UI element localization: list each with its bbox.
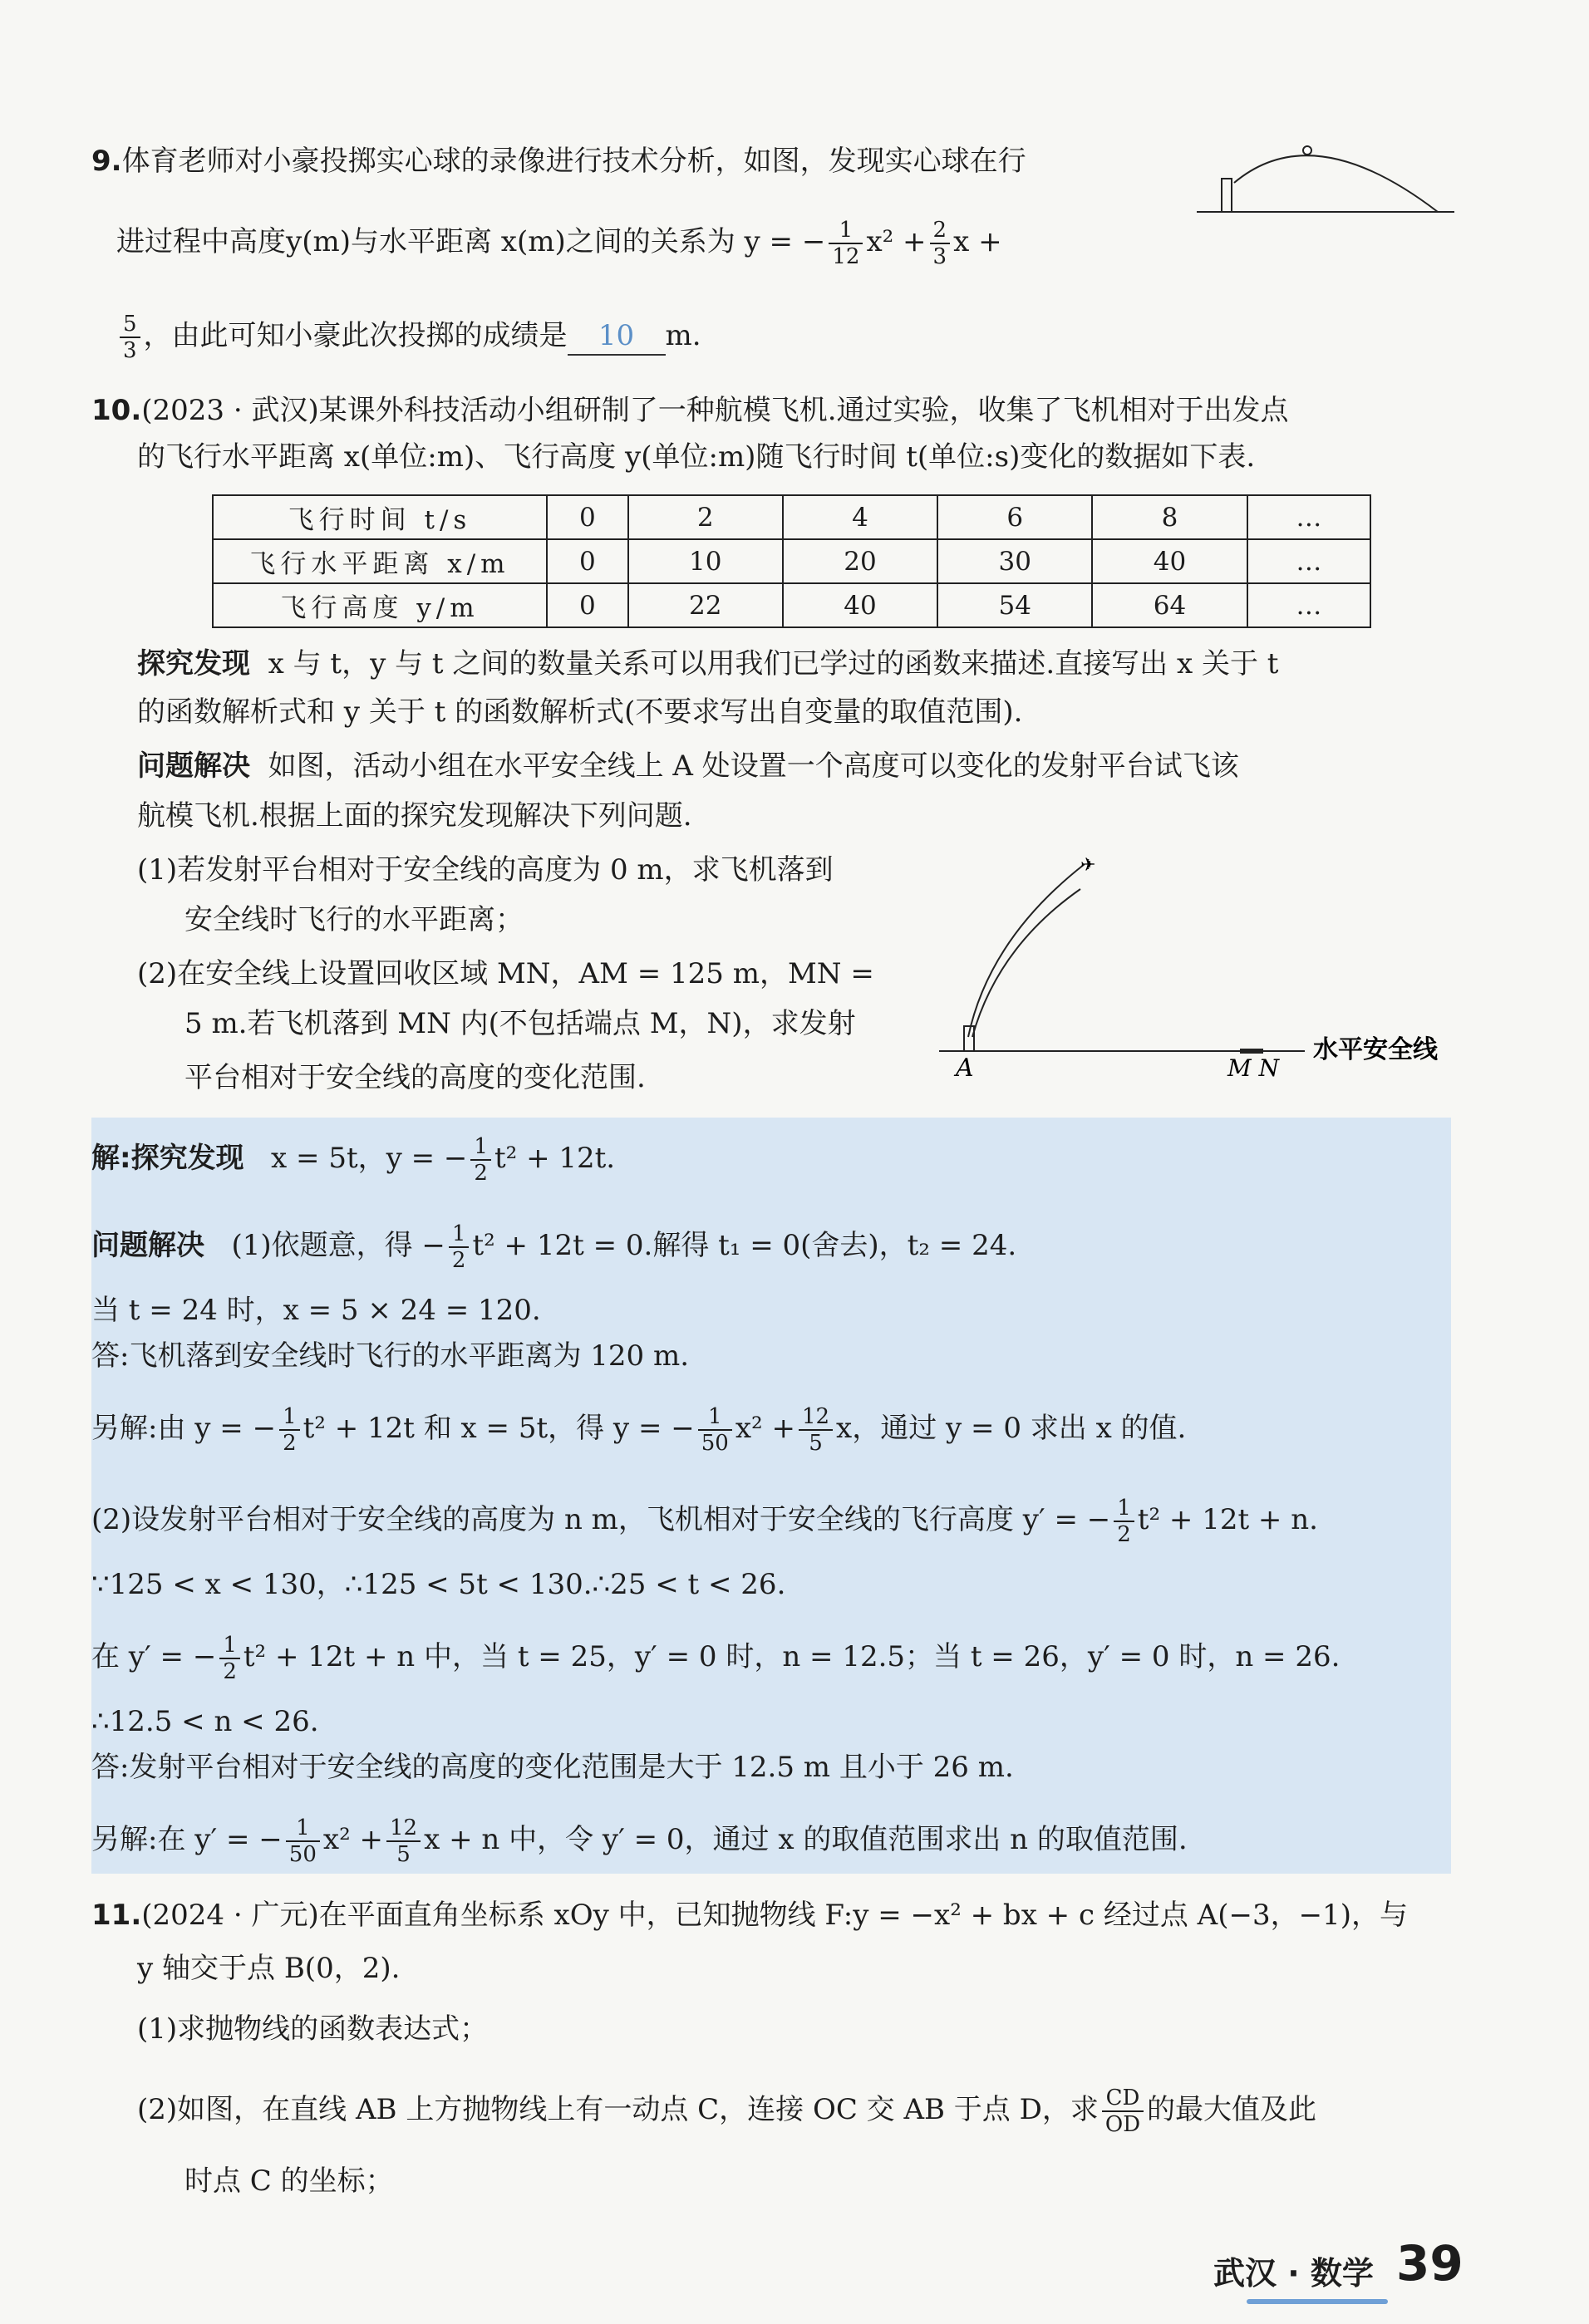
q9-line2: 进过程中高度y(m)与水平距离 x(m)之间的关系为 y = − $\frac{1}{12}$ x² + $\frac{2}{3}$ x + [116, 218, 1002, 269]
table-cell: … [1247, 583, 1370, 627]
sol-line10: 答:发射平台相对于安全线的高度的变化范围是大于 12.5 m 且小于 26 m. [91, 1751, 1014, 1784]
q10-line1: 10.(2023 · 武汉)某课外科技活动小组研制了一种航模飞机.通过实验，收集了飞机相对于出发点 [91, 394, 1289, 427]
explore-line1: 探究发现 x 与 t，y 与 t 之间的数量关系可以用我们已学过的函数来描述.直接写出 x 关于 t [137, 647, 1279, 680]
q9-line1: 9.体育老师对小豪投掷实心球的录像进行技术分析，如图，发现实心球在行 [91, 145, 1026, 178]
q10-part1-a: (1)若发射平台相对于安全线的高度为 0 m，求飞机落到 [137, 853, 834, 887]
flight-figure [939, 848, 1471, 1088]
table-cell: 0 [547, 539, 628, 583]
solve-line1: 问题解决 如图，活动小组在水平安全线上 A 处设置一个高度可以变化的发射平台试飞该 [137, 749, 1239, 783]
q11-part2: (2)如图，在直线 AB 上方抛物线上有一动点 C，连接 OC 交 AB 于点 D，求 $\frac{CD}{OD}$ 的最大值及此 [137, 2086, 1317, 2137]
q10-part2-c: 平台相对于安全线的高度的变化范围. [184, 1061, 646, 1094]
table-cell: 54 [937, 583, 1092, 627]
sol-part2: (2)设发射平台相对于安全线的高度为 n m，飞机相对于安全线的飞行高度 y′ = − $\frac{1}{2}$ t² + 12t + n. [91, 1496, 1318, 1547]
table-cell: 2 [628, 495, 783, 539]
table-cell: 6 [937, 495, 1092, 539]
q11-line1: 11.(2024 · 广元)在平面直角坐标系 xOy 中，已知抛物线 F:y = −x² + bx + c 经过点 A(−3，−1)，与 [91, 1899, 1408, 1932]
sol-line9: ∴12.5 < n < 26. [91, 1705, 319, 1738]
fraction: $\frac{5}{3}$ [120, 312, 140, 363]
sol-line4: 答:飞机落到安全线时飞行的水平距离为 120 m. [91, 1339, 690, 1373]
sol-line7: ∵125 < x < 130，∴125 < 5t < 130.∴25 < t < 26. [91, 1568, 786, 1601]
footer-label: 武汉 · 数学 [1213, 2255, 1374, 2292]
shotput-figure [1197, 137, 1463, 228]
table-cell: … [1247, 539, 1370, 583]
table-cell: 0 [547, 495, 628, 539]
sol-alt2: 另解:在 y′ = − $\frac{1}{50}$ x² + $\frac{12}{5}$ x + n 中，令 y′ = 0，通过 x 的取值范围求出 n 的取值范围. [91, 1815, 1188, 1867]
label-safety-line: 水平安全线 [1313, 1035, 1438, 1064]
q11-part1: (1)求抛物线的函数表达式； [137, 2012, 489, 2046]
table-cell: 22 [628, 583, 783, 627]
table-cell: 飞行时间 t/s [213, 495, 547, 539]
table-row [213, 583, 1370, 627]
answer-blank: 10 [568, 317, 666, 356]
table-cell: 飞行水平距离 x/m [213, 539, 547, 583]
label-MN: M N [1227, 1054, 1280, 1082]
trajectory-arc [1234, 155, 1438, 212]
table-cell: 40 [783, 583, 937, 627]
q11-part2-c: 时点 C 的坐标； [184, 2164, 394, 2198]
table-cell: 40 [1092, 539, 1247, 583]
table-cell: 4 [783, 495, 937, 539]
sol-alt1: 另解:由 y = − $\frac{1}{2}$ t² + 12t 和 x = 5t，得 y = − $\frac{1}{50}$ x² + $\frac{12}{5}$ x，通过 y = 0 求出 x 的值. [91, 1404, 1187, 1456]
thrower-icon [1222, 179, 1232, 212]
flight-data-table [212, 494, 1371, 628]
fraction: $\frac{1}{12}$ [829, 218, 863, 269]
fraction: $\frac{2}{3}$ [930, 218, 951, 269]
explore-line2: 的函数解析式和 y 关于 t 的函数解析式(不要求写出自变量的取值范围). [137, 695, 1023, 729]
solve-line2: 航模飞机.根据上面的探究发现解决下列问题. [137, 799, 692, 833]
table-cell: 20 [783, 539, 937, 583]
flight-path-1 [968, 864, 1085, 1037]
table-row [213, 495, 1370, 539]
sol-line3: 当 t = 24 时，x = 5 × 24 = 120. [91, 1294, 541, 1327]
label-A: A [956, 1054, 974, 1083]
table-cell: 64 [1092, 583, 1247, 627]
flight-path-2 [972, 889, 1080, 1037]
table-cell: 8 [1092, 495, 1247, 539]
page-number: 39 [1396, 2235, 1464, 2292]
q11-line2: y 轴交于点 B(0，2). [137, 1952, 401, 1985]
sol-explore: 解:探究发现 x = 5t，y = − $\frac{1}{2}$ t² + 12t. [91, 1134, 616, 1186]
q10-part2-a: (2)在安全线上设置回收区域 MN，AM = 125 m，MN = [137, 957, 874, 990]
q9-line3: $\frac{5}{3}$ ，由此可知小豪此次投掷的成绩是 10 m. [116, 312, 701, 363]
table-cell: 飞行高度 y/m [213, 583, 547, 627]
q9-number: 9. [91, 145, 122, 178]
sol-line8: 在 y′ = − $\frac{1}{2}$ t² + 12t + n 中，当 t = 25，y′ = 0 时，n = 12.5；当 t = 26，y′ = 0 时，n = 26. [91, 1633, 1341, 1684]
table-cell: … [1247, 495, 1370, 539]
q10-part1-b: 安全线时飞行的水平距离； [184, 903, 524, 936]
table-cell: 30 [937, 539, 1092, 583]
plane-icon: ✈ [1080, 855, 1096, 876]
footer-accent-bar [1247, 2299, 1388, 2304]
table-cell: 10 [628, 539, 783, 583]
sol-part1: 问题解决 (1)依题意，得 − $\frac{1}{2}$ t² + 12t = 0.解得 t₁ = 0(舍去)，t₂ = 24. [91, 1221, 1017, 1273]
ball-icon [1303, 146, 1311, 155]
table-cell: 0 [547, 583, 628, 627]
q10-line2: 的飞行水平距离 x(单位:m)、飞行高度 y(单位:m)随飞行时间 t(单位:s)变化的数据如下表. [137, 440, 1256, 474]
q10-part2-b: 5 m.若飞机落到 MN 内(不包括端点 M，N)，求发射 [184, 1007, 856, 1040]
table-row [213, 539, 1370, 583]
